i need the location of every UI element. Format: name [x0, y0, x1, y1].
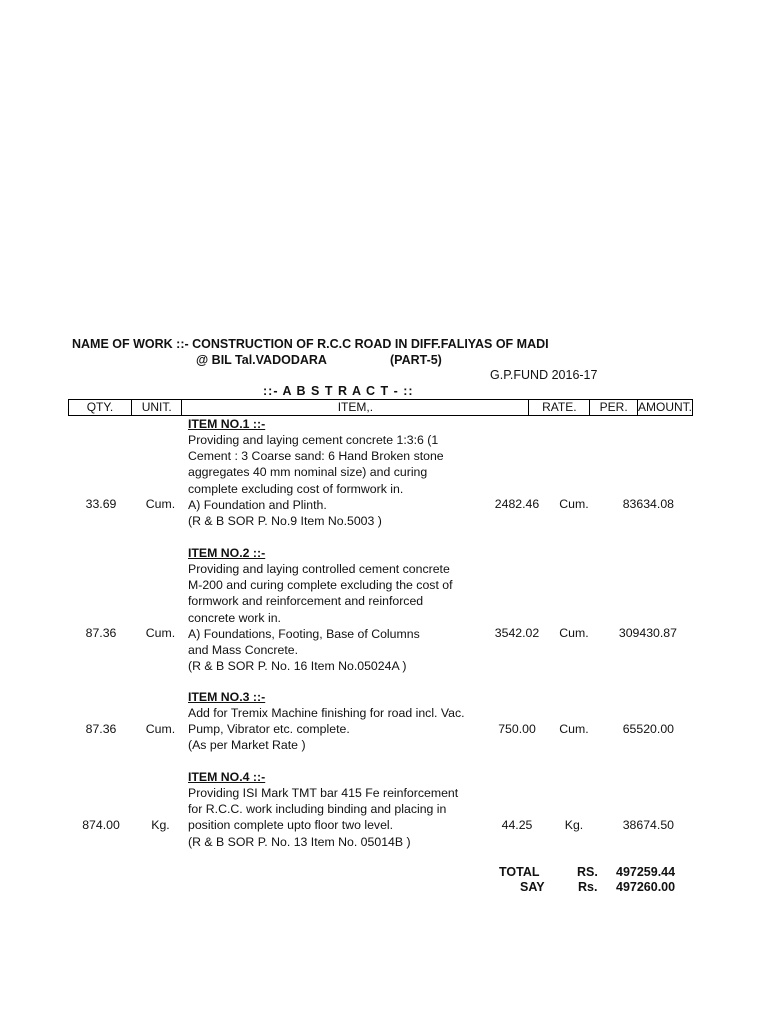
- item-amount: 38674.50: [622, 818, 674, 832]
- desc-line: A) Foundations, Footing, Base of Columns: [188, 626, 420, 641]
- total-label: TOTAL: [499, 865, 540, 879]
- item-unit: Cum.: [145, 722, 176, 736]
- item-per: Cum.: [559, 497, 589, 511]
- desc-line: aggregates 40 mm nominal size) and curing: [188, 465, 428, 480]
- item-qty: 87.36: [85, 722, 117, 736]
- col-rate: RATE.: [529, 400, 590, 415]
- desc-line: M-200 and curing complete excluding the cost of: [188, 578, 453, 593]
- item-amount: 309430.87: [618, 626, 677, 640]
- desc-line: complete excluding cost of formwork in.: [188, 481, 404, 496]
- item-amount: 83634.08: [622, 497, 674, 511]
- item-title: ITEM NO.3 ::-: [188, 690, 266, 704]
- work-name-line: NAME OF WORK ::- CONSTRUCTION OF R.C.C ROAD IN DIFF.FALIYAS OF MADI: [72, 337, 549, 351]
- col-per: PER.: [590, 400, 638, 415]
- table-header: [68, 399, 693, 416]
- item-description: [188, 561, 488, 674]
- desc-line: for R.C.C. work including binding and placing in: [188, 802, 447, 817]
- col-qty: QTY.: [69, 400, 132, 415]
- total-currency: RS.: [577, 865, 598, 879]
- say-label: SAY: [520, 880, 545, 894]
- item-title: ITEM NO.2 ::-: [188, 546, 266, 560]
- col-unit: UNIT.: [132, 400, 183, 415]
- desc-line: position complete upto floor two level.: [188, 818, 394, 833]
- desc-line: Add for Tremix Machine finishing for road incl. Vac.: [188, 706, 465, 720]
- desc-line: and Mass Concrete.: [188, 643, 299, 658]
- desc-line: Providing ISI Mark TMT bar 415 Fe reinforcement: [188, 786, 459, 800]
- total-value: 497259.44: [616, 865, 676, 879]
- item-unit: Kg.: [151, 818, 170, 832]
- item-rate: 2482.46: [494, 497, 540, 511]
- say-value: 497260.00: [616, 880, 676, 894]
- item-rate: 3542.02: [494, 626, 540, 640]
- item-description: [188, 785, 488, 850]
- work-place: @ BIL Tal.VADODARA: [196, 353, 327, 367]
- desc-line: Pump, Vibrator etc. complete.: [188, 722, 350, 737]
- item-rate: 750.00: [498, 722, 536, 736]
- abstract-title: ::- A B S T R A C T - ::: [263, 384, 414, 398]
- item-title: ITEM NO.1 ::-: [188, 417, 266, 431]
- desc-line: (R & B SOR P. No.9 Item No.5003 ): [188, 514, 382, 529]
- item-unit: Cum.: [145, 497, 176, 511]
- work-part: (PART-5): [390, 353, 442, 367]
- col-amount: AMOUNT.: [638, 400, 692, 414]
- item-per: Cum.: [559, 626, 589, 640]
- item-qty: 874.00: [82, 818, 120, 832]
- item-title: ITEM NO.4 ::-: [188, 770, 266, 784]
- desc-line: Providing and laying cement concrete 1:3:6 (1: [188, 433, 439, 447]
- item-unit: Cum.: [145, 626, 176, 640]
- item-qty: 33.69: [85, 497, 117, 511]
- desc-line: concrete work in.: [188, 610, 281, 625]
- desc-line: (R & B SOR P. No. 16 Item No.05024A ): [188, 659, 407, 674]
- desc-line: (R & B SOR P. No. 13 Item No. 05014B ): [188, 834, 411, 849]
- desc-line: (As per Market Rate ): [188, 738, 306, 753]
- desc-line: A) Foundation and Plinth.: [188, 497, 327, 512]
- desc-line: formwork and reinforcement and reinforced: [188, 594, 424, 609]
- col-item: ITEM,.: [182, 400, 529, 415]
- item-description: [188, 432, 488, 529]
- desc-line: Cement : 3 Coarse sand: 6 Hand Broken stone: [188, 449, 444, 464]
- item-per: Kg.: [564, 818, 584, 832]
- item-qty: 87.36: [85, 626, 117, 640]
- item-per: Cum.: [559, 722, 589, 736]
- item-rate: 44.25: [501, 818, 533, 832]
- desc-line: Providing and laying controlled cement concrete: [188, 562, 450, 576]
- say-currency: Rs.: [578, 880, 598, 894]
- item-description: [188, 705, 488, 754]
- item-amount: 65520.00: [622, 722, 674, 736]
- fund-label: G.P.FUND 2016-17: [490, 368, 598, 382]
